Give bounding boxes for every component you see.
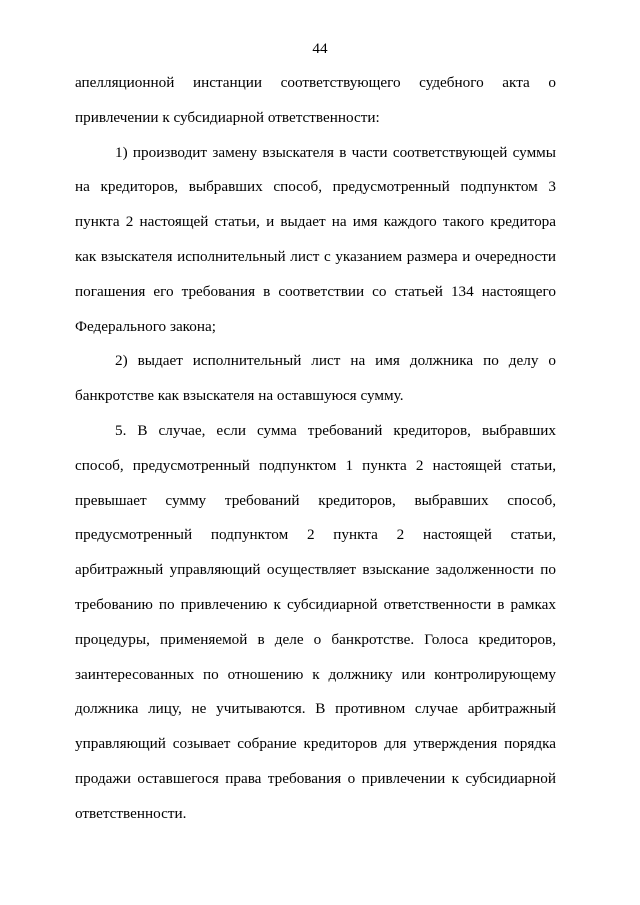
paragraph-clause-5: 5. В случае, если сумма требований кредиторов, выбравших способ, предусмотренный подпунктом 1 пункта 2 настоящей статьи, превышает сумму требований кредиторов, выбравших способ, предусмотренный подпунктом 2 пункта 2 настоящей статьи, арбитражный управляющий осуществляет взыскание задолженности по требованию по привлечению к субсидиарной ответственности в рамках процедуры, применяемой в деле о банкротстве. Голоса кредиторов, заинтересованных по отношению к должнику или контролирующему должника лицу, не учитываются. В противном случае арбитражный управляющий созывает собрание кредиторов для утверждения порядка продажи оставшегося права требования о привлечении к субсидиарной ответственности. (75, 421, 556, 822)
paragraph-item-1: 1) производит замену взыскателя в части соответствующей суммы на кредиторов, выбравших способ, предусмотренный подпунктом 3 пункта 2 настоящей статьи, и выдает на имя каждого такого кредитора как взыскателя исполнительный лист с указанием размера и очередности погашения его требования в соответствии со статьей 134 настоящего Федерального закона; (75, 143, 556, 335)
paragraph-item-2: 2) выдает исполнительный лист на имя должника по делу о банкротстве как взыскателя на оставшуюся сумму. (75, 352, 556, 405)
page-number: 44 (312, 40, 328, 57)
body-text (75, 66, 556, 832)
paragraph-continuation: апелляционной инстанции соответствующего судебного акта о привлечении к субсидиарной ответственности: (75, 74, 556, 126)
